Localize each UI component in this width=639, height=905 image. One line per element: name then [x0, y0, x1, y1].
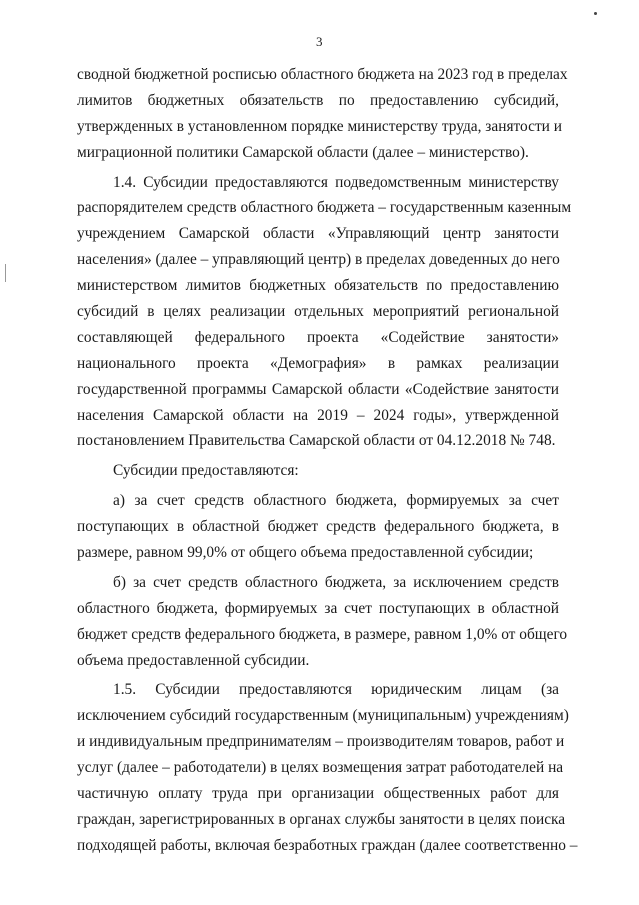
text-line: государственной программы Самарской области «Содействие занятости — [77, 380, 559, 398]
paragraph — [77, 677, 578, 858]
text-line: миграционной политики Самарской области (далее – министерство). — [77, 143, 529, 161]
paragraph — [77, 62, 568, 166]
text-line: услуг (далее – работодатели) в целях возмещения затрат работодателей на — [77, 759, 564, 777]
text-line: частичную оплату труда при организации общественных работ для — [77, 785, 559, 803]
document-body — [77, 62, 578, 859]
text-line: национального проекта «Демография» в рамках реализации — [77, 354, 559, 372]
text-line: населения Самарской области на 2019 – 2024 годы», утвержденной — [77, 406, 559, 424]
text-line: Субсидии предоставляются: — [113, 462, 299, 480]
text-line: 1.4. Субсидии предоставляются подведомственным министерству — [113, 173, 559, 191]
paragraph — [77, 458, 559, 484]
text-line: поступающих в областной бюджет средств федерального бюджета, в — [77, 518, 559, 536]
text-line: б) за счет средств областного бюджета, за исключением средств — [113, 573, 559, 591]
text-line: размере, равном 99,0% от общего объема предоставленной субсидии; — [77, 544, 534, 562]
text-line: подходящей работы, включая безработных граждан (далее соответственно – — [77, 836, 578, 854]
paragraph — [77, 170, 572, 455]
text-line: 1.5. Субсидии предоставляются юридическим лицам (за — [113, 681, 559, 699]
text-line: исключением субсидий государственным (муниципальным) учреждениям) — [77, 707, 569, 725]
text-line: учреждением Самарской области «Управляющий центр занятости — [77, 225, 559, 243]
text-line: лимитов бюджетных обязательств по предоставлению субсидий, — [77, 91, 559, 109]
text-line: и индивидуальным предпринимателям – производителям товаров, работ и — [77, 733, 565, 751]
text-line: субсидий в целях реализации отдельных мероприятий региональной — [77, 303, 559, 321]
paragraph — [77, 570, 568, 674]
text-line: населения» (далее – управляющий центр) в пределах доведенных до него — [77, 251, 560, 269]
text-line: объема предоставленной субсидии. — [77, 651, 310, 669]
text-line: сводной бюджетной росписью областного бюджета на 2023 год в пределах — [77, 66, 568, 83]
text-line: составляющей федерального проекта «Содействие занятости» — [77, 328, 559, 346]
text-line: постановлением Правительства Самарской области от 04.12.2018 № 748. — [77, 432, 556, 450]
text-line: министерством лимитов бюджетных обязательств по предоставлению — [77, 277, 559, 295]
text-line: бюджет средств федерального бюджета, в размере, равном 1,0% от общего — [77, 625, 568, 643]
text-line: граждан, зарегистрированных в органах службы занятости в целях поиска — [77, 810, 566, 828]
text-line: а) за счет средств областного бюджета, формируемых за счет — [113, 492, 559, 510]
text-line: областного бюджета, формируемых за счет поступающих в областной — [77, 599, 559, 617]
paragraph — [77, 488, 559, 566]
scan-mark — [5, 264, 6, 282]
text-line: утвержденных в установленном порядке министерству труда, занятости и — [77, 117, 563, 135]
page-number: 3 — [316, 34, 323, 49]
text-line: распорядителем средств областного бюджета – государственным казенным — [77, 199, 572, 217]
scan-mark — [594, 12, 597, 15]
